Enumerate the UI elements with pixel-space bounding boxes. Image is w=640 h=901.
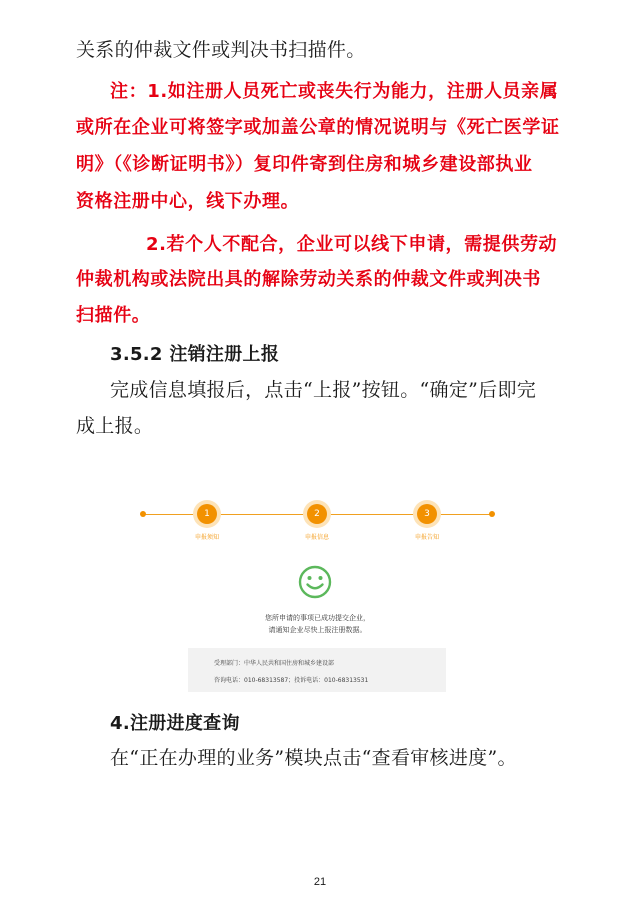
dept-text: 受理部门：中华人民共和国住房和城乡建设部 [214,660,335,667]
section-352-title: 3.5.2 注销注册上报 [110,344,280,365]
step-3-circle: 3 [417,504,437,524]
section-4-title: 4.注册进度查询 [110,713,240,734]
note-line-5: 2.若个人不配合，企业可以线下申请，需提供劳动 [146,234,558,255]
section-352-line-2: 成上报。 [76,415,154,437]
section-352-line-1: 完成信息填报后，点击“上报”按钮。“确定”后即完 [110,379,537,401]
note-line-4: 资格注册中心，线下办理。 [76,191,300,212]
phone-text: 咨询电话：010-68313587；投诉电话：010-68313531 [214,677,369,684]
paragraph-top: 关系的仲裁文件或判决书扫描件。 [76,39,366,61]
step-1-circle: 1 [197,504,217,524]
step-3-label: 申报告知 [414,534,439,541]
section-4-line-1: 在“正在办理的业务”模块点击“查看审核进度”。 [110,747,517,769]
note-line-7: 扫描件。 [76,305,151,326]
contact-info-box [188,648,446,692]
smile-icon [298,565,332,599]
step-2-label: 申报信息 [304,534,329,541]
submission-screenshot [140,495,495,700]
note-line-3: 明》（《诊断证明书》）复印件寄到住房和城乡建设部执业 [76,154,533,175]
step-1-label: 申报须知 [194,534,219,541]
track-end-dot [489,511,495,517]
note-line-2: 或所在企业可将签字或加盖公章的情况说明与《死亡医学证 [76,117,560,138]
page-number: 21 [313,876,327,888]
notice-line-1: 您所申请的事项已成功提交企业， [265,614,370,622]
note-line-6: 仲裁机构或法院出具的解除劳动关系的仲裁文件或判决书 [76,269,541,290]
notice-line-2: 请通知企业尽快上报注册数据。 [268,626,367,634]
track-start-dot [140,511,146,517]
step-2-circle: 2 [307,504,327,524]
note-line-1: 注：1.如注册人员死亡或丧失行为能力，注册人员亲属 [110,81,559,102]
